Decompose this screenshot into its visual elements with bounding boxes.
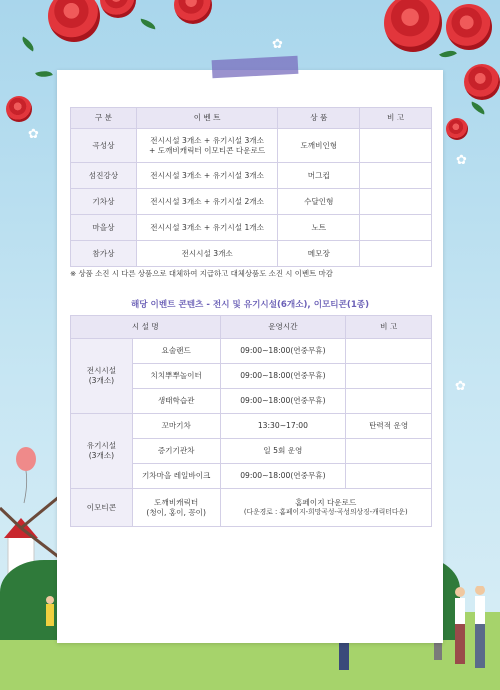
category-cell: 곡성상 [71, 129, 137, 163]
prize-table [70, 107, 432, 267]
hours-cell: 09:00~18:00(연중무휴) [220, 364, 346, 389]
note-cell [360, 163, 432, 189]
hours-cell: 일 5회 운영 [220, 439, 346, 464]
table-row [71, 215, 432, 241]
facility-name-cell: 기차마을 레일바이크 [132, 464, 220, 489]
sparkle-icon: ✿ [28, 127, 39, 142]
facility-name-cell: 도깨비캐릭터 (청이, 홍이, 꽁이) [132, 489, 220, 527]
category-cell: 기차상 [71, 189, 137, 215]
category-cell: 섬진강상 [71, 163, 137, 189]
note-cell [346, 339, 432, 364]
note-cell [360, 241, 432, 267]
table-row [71, 163, 432, 189]
table-row [71, 339, 432, 364]
column-header: 운영시간 [220, 316, 346, 339]
section-title: 해당 이벤트 콘텐츠 - 전시 및 유기시설(6개소), 이모티콘(1종) [130, 300, 370, 310]
group-cell: 전시시설 (3개소) [71, 339, 133, 414]
group-cell: 이모티콘 [71, 489, 133, 527]
table-row [71, 241, 432, 267]
download-path: (다운경로 : 홈페이지-희망곡성-곡성의상징-캐릭터다운) [243, 508, 408, 517]
table-row [71, 189, 432, 215]
prize-cell: 메모장 [278, 241, 360, 267]
category-cell: 참가상 [71, 241, 137, 267]
sparkle-icon: ✿ [455, 379, 466, 394]
facility-name-cell: 생태학습관 [132, 389, 220, 414]
download-label: 홈페이지 다운로드 [295, 498, 357, 508]
event-cell: 전시시설 3개소 + 유기시설 3개소 [136, 163, 278, 189]
facility-table [70, 315, 432, 527]
note-cell [360, 129, 432, 163]
table-row [71, 414, 432, 439]
prize-cell: 노트 [278, 215, 360, 241]
note-cell [346, 439, 432, 464]
event-cell: 전시시설 3개소 + 유기시설 2개소 [136, 189, 278, 215]
column-header: 구 분 [71, 108, 137, 129]
note-cell: 탄력적 운영 [346, 414, 432, 439]
table-row [71, 489, 432, 527]
hours-cell: 13:30~17:00 [220, 414, 346, 439]
hours-cell: 09:00~18:00(연중무휴) [220, 464, 346, 489]
category-cell: 마을상 [71, 215, 137, 241]
table-row [71, 129, 432, 163]
prize-cell: 도깨비인형 [278, 129, 360, 163]
event-cell: 전시시설 3개소 + 유기시설 1개소 [136, 215, 278, 241]
sparkle-icon: ✿ [272, 37, 283, 52]
note-cell [346, 389, 432, 414]
note-cell [360, 189, 432, 215]
download-cell [220, 489, 431, 527]
column-header: 시 설 명 [71, 316, 221, 339]
column-header: 상 품 [278, 108, 360, 129]
sparkle-icon: ✿ [456, 153, 467, 168]
facility-name-cell: 치치뿌뿌놀이터 [132, 364, 220, 389]
column-header: 비 고 [346, 316, 432, 339]
facility-name-cell: 꼬마기차 [132, 414, 220, 439]
rose-decoration [446, 118, 468, 140]
facility-name-cell: 요술랜드 [132, 339, 220, 364]
rose-decoration [6, 96, 32, 122]
column-header: 비 고 [360, 108, 432, 129]
column-header: 이 벤 트 [136, 108, 278, 129]
hours-cell: 09:00~18:00(연중무휴) [220, 339, 346, 364]
prize-note: ※ 상품 소진 시 다른 상품으로 대체하여 지급하고 대체상품도 소진 시 이벤트 마감 [70, 269, 333, 278]
rose-decoration [446, 4, 492, 50]
rose-decoration [464, 64, 500, 100]
prize-cell: 머그컵 [278, 163, 360, 189]
prize-cell: 수달인형 [278, 189, 360, 215]
facility-name-cell: 증기기관차 [132, 439, 220, 464]
table-header-row [71, 316, 432, 339]
group-cell: 유기시설 (3개소) [71, 414, 133, 489]
note-cell [346, 364, 432, 389]
table-header-row [71, 108, 432, 129]
hours-cell: 09:00~18:00(연중무휴) [220, 389, 346, 414]
note-cell [360, 215, 432, 241]
note-cell [346, 464, 432, 489]
event-cell: 전시시설 3개소 [136, 241, 278, 267]
event-cell: 전시시설 3개소 + 유기시설 3개소 + 도깨비캐릭터 이모티콘 다운로드 [136, 129, 278, 163]
